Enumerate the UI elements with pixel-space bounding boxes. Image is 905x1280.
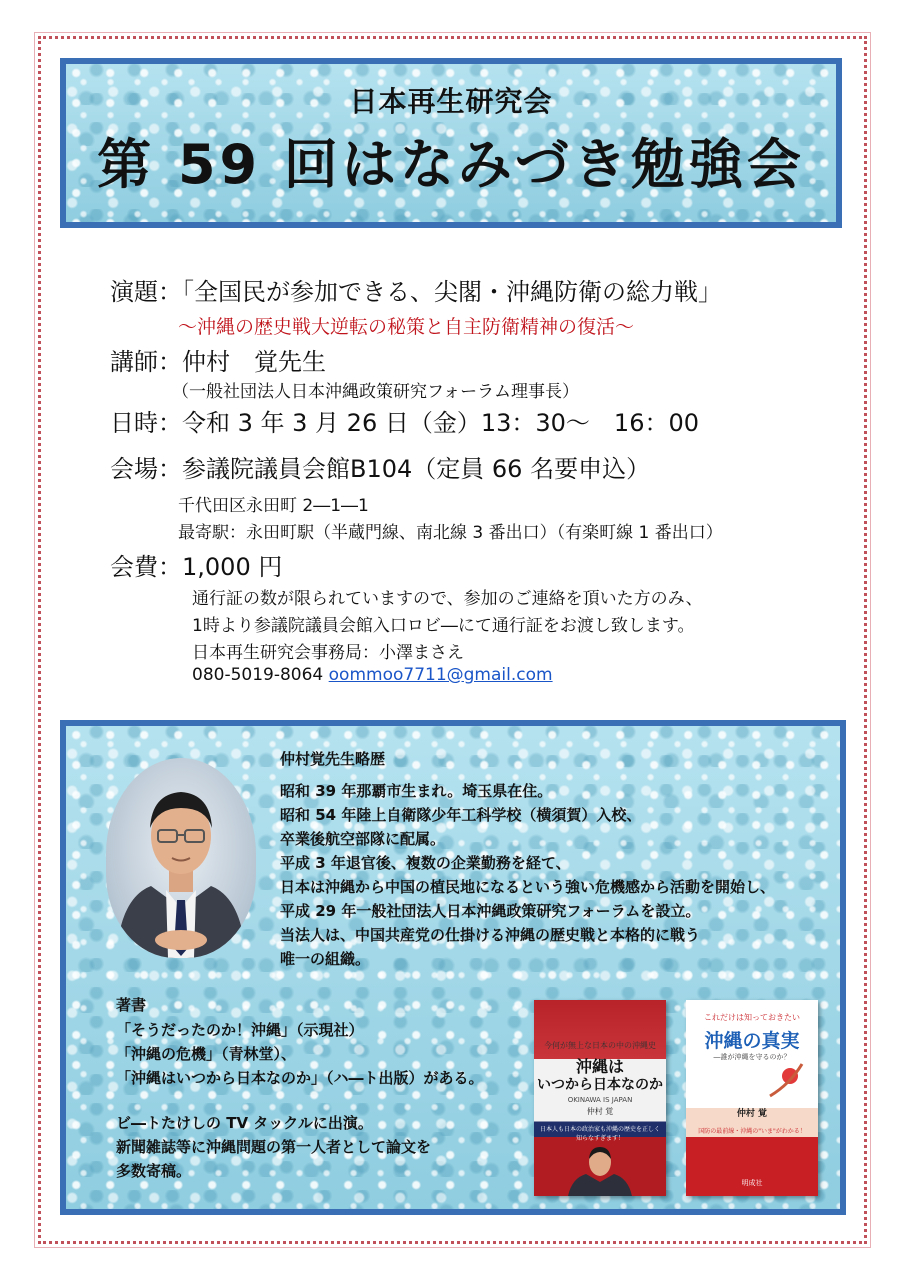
bio-line: 平成 3 年退官後、複数の企業勤務を経て、 [280,854,571,872]
bio-line: 昭和 39 年那覇市生まれ。埼玉県在住。 [280,782,553,800]
contact-row [192,665,553,685]
book-cover-text: OKINAWA IS JAPAN [567,1096,633,1104]
book-cover-text: 国防の最前線・沖縄の"いま"がわかる！ [698,1128,806,1135]
speaker-name: 仲村 覚先生 [182,348,326,376]
organization-name: 日本再生研究会 [349,85,553,118]
fee-amount: 1,000 円 [182,553,283,581]
office-contact: 日本再生研究会事務局：小澤まさえ [192,643,464,663]
bio-line: 当法人は、中国共産党の仕掛ける沖縄の歴史戦と本格的に戦う [280,926,701,944]
email-link[interactable]: oommoo7711@gmail.com [328,665,553,685]
topic-row [110,272,722,307]
book-cover-text: ―誰が沖縄を守るのか？ [713,1053,791,1061]
bio-heading: 仲村覚先生略歴 [280,750,386,768]
venue-label: 会場： [110,455,182,483]
book-cover-text: これだけは知っておきたい [704,1013,800,1022]
nearest-station: 最寄駅：永田町駅（半蔵門線、南北線 3 番出口）（有楽町線 1 番出口） [178,523,723,543]
book-cover-okinawa-japan [534,1000,666,1196]
bio-line: 平成 29 年一般社団法人日本沖縄政策研究フォーラムを設立。 [280,902,701,920]
speaker-row [110,342,326,377]
japan-map-icon [764,1062,808,1102]
book-cover-author: 仲村 覚 [736,1109,768,1119]
topic-label: 演題： [110,278,182,306]
media-line: 新聞雑誌等に沖縄問題の第一人者として論文を [116,1138,432,1156]
speaker-role: （一般社団法人日本沖縄政策研究フォーラム理事長） [172,382,579,402]
notice-line-1: 通行証の数が限られていますので、参加のご連絡を頂いた方のみ、 [192,589,703,609]
books-heading: 著書 [116,996,147,1014]
speaker-label: 講師： [110,348,182,376]
media-line: 多数寄稿。 [116,1162,192,1180]
speaker-photo [106,758,256,958]
bio-line: 昭和 54 年陸上自衛隊少年工科学校（横須賀）入校、 [280,806,642,824]
book-item: 「沖縄の危機」（青林堂）、 [116,1045,297,1063]
book-cover-title: いつから日本なのか [537,1077,663,1093]
bio-line: 唯一の組織。 [280,950,371,968]
author-portrait-icon [564,1142,636,1196]
book-cover-title: 沖縄の真実 [704,1030,800,1052]
media-line: ビ―トたけしの TV タックルに出演。 [116,1114,373,1132]
fee-label: 会費： [110,553,182,581]
venue-row [110,449,650,484]
bio-line: 日本は沖縄から中国の植民地になるという強い危機感から活動を開始し、 [280,878,776,896]
notice-line-2: 1時より参議院議員会館入口ロビ―にて通行証をお渡し致します。 [192,616,695,636]
date-text: 令和 3 年 3 月 26 日（金）13：30～ 16：00 [182,409,700,437]
topic-text: 「全国民が参加できる、尖閣・沖縄防衛の総力戦」 [182,278,722,306]
book-item: 「そうだったのか！沖縄」（示現社） [116,1021,364,1039]
book-cover-author: 仲村 覚 [586,1107,614,1116]
phone-number: 080-5019-8064 [192,665,324,685]
book-cover-publisher: 明成社 [741,1179,763,1187]
book-cover-title: 沖縄は [575,1057,624,1076]
fee-row [110,547,282,582]
event-title: 第 59 回はなみづき勉強会 [97,133,805,196]
book-item: 「沖縄はいつから日本なのか」（ハ―ト出版）がある。 [116,1069,484,1087]
venue-address: 千代田区永田町 2―1―1 [178,496,369,516]
topic-subtitle: ～沖縄の歴史戦大逆転の秘策と自主防衛精神の復活～ [178,316,635,338]
book-cover-text: 日本人も日本の政治家も沖縄の歴史を正しく知らなすぎます！ [540,1126,661,1142]
book-cover-text: 今何が無上な日本の中の沖縄史 [544,1041,656,1050]
venue-text: 参議院議員会館B104（定員 66 名要申込） [182,455,651,483]
bio-line: 卒業後航空部隊に配属。 [280,830,446,848]
speaker-bio-panel [60,720,846,1215]
date-label: 日時： [110,409,182,437]
date-row [110,403,699,438]
book-cover-okinawa-truth [686,1000,818,1196]
